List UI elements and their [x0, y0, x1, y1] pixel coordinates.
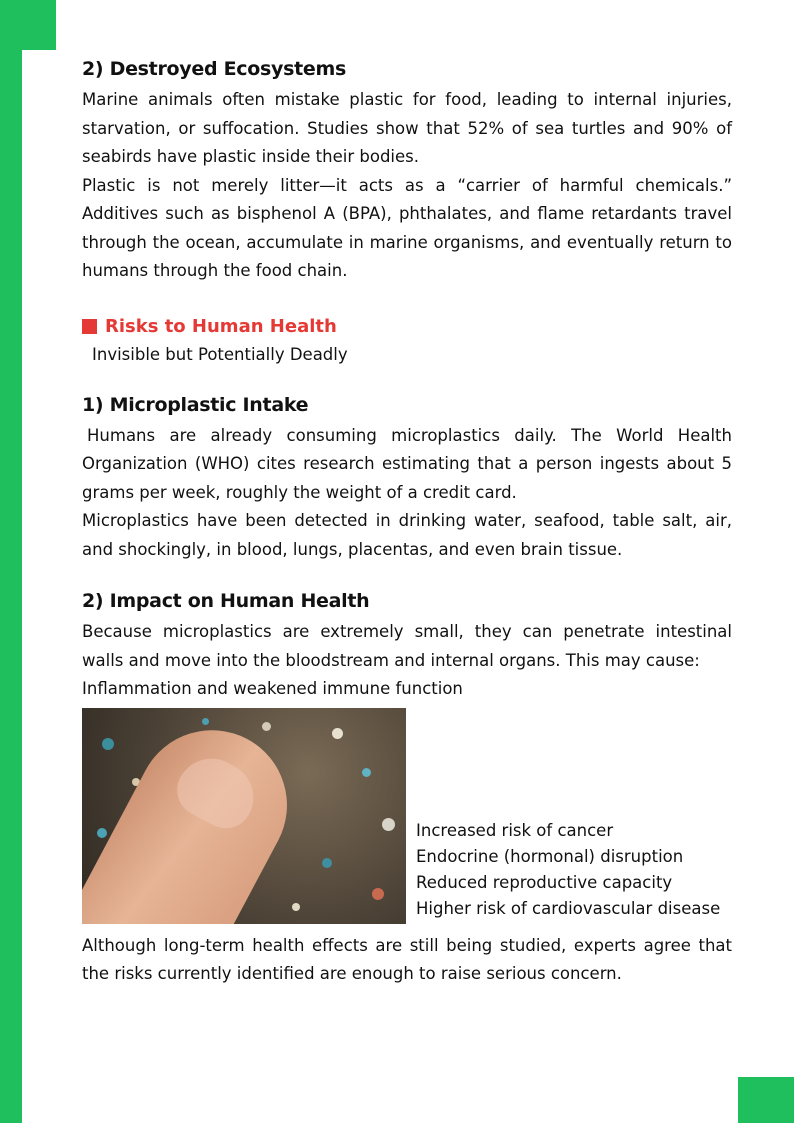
left-accent-bar	[0, 0, 22, 1123]
ecosystems-paragraph-2: Plastic is not merely litter—it acts as a “carrier of harmful chemicals.” Additives such as bisphenol A (BPA), phthalates, and flame retardants travel through the ocean, accumulate in marine organisms, and eventually return to humans through the food chain.	[82, 175, 732, 280]
list-item: Increased risk of cancer	[416, 820, 614, 840]
intake-heading: 1) Microplastic Intake	[82, 393, 309, 416]
health-risk-list	[416, 818, 720, 922]
intake-paragraph-2: Microplastics have been detected in drinking water, seafood, table salt, air, and shockingly, in blood, lungs, placentas, and even brain tissue.	[82, 511, 732, 559]
impact-item-first: Inflammation and weakened immune function	[82, 679, 463, 698]
intake-paragraph-1: Humans are already consuming microplastics daily. The World Health Organization (WHO) cites research estimating that a person ingests about 5 grams per week, roughly the weight of a credit card.	[82, 425, 732, 502]
red-square-icon	[82, 319, 97, 334]
impact-closing-paragraph: Although long-term health effects are still being studied, experts agree that the risks currently identified are enough to raise serious concern.	[82, 935, 732, 983]
list-item: Endocrine (hormonal) disruption	[416, 846, 684, 866]
ecosystems-heading: 2) Destroyed Ecosystems	[82, 58, 346, 80]
image-with-list	[82, 708, 732, 924]
risks-section-title	[82, 316, 732, 337]
ecosystems-paragraph-1: Marine animals often mistake plastic for food, leading to internal injuries, starvation, or suffocation. Studies show that 52% of sea turtles and 90% of seabirds have plastic inside their bodies.	[82, 90, 732, 166]
bottom-right-accent-square	[738, 1077, 794, 1123]
top-left-accent-tab	[0, 0, 56, 50]
list-item: Higher risk of cardiovascular disease	[416, 898, 721, 918]
page-content	[82, 58, 732, 989]
risks-title-text: Risks to Human Health	[105, 315, 337, 337]
microplastics-fingertip-photo	[82, 708, 406, 924]
impact-heading: 2) Impact on Human Health	[82, 590, 370, 612]
list-item: Reduced reproductive capacity	[416, 872, 673, 892]
fingertip	[82, 708, 313, 924]
risks-subtitle: Invisible but Potentially Deadly	[92, 344, 348, 364]
impact-paragraph-1: Because microplastics are extremely small, they can penetrate intestinal walls and move into the bloodstream and internal organs. This may cause:	[82, 622, 732, 670]
